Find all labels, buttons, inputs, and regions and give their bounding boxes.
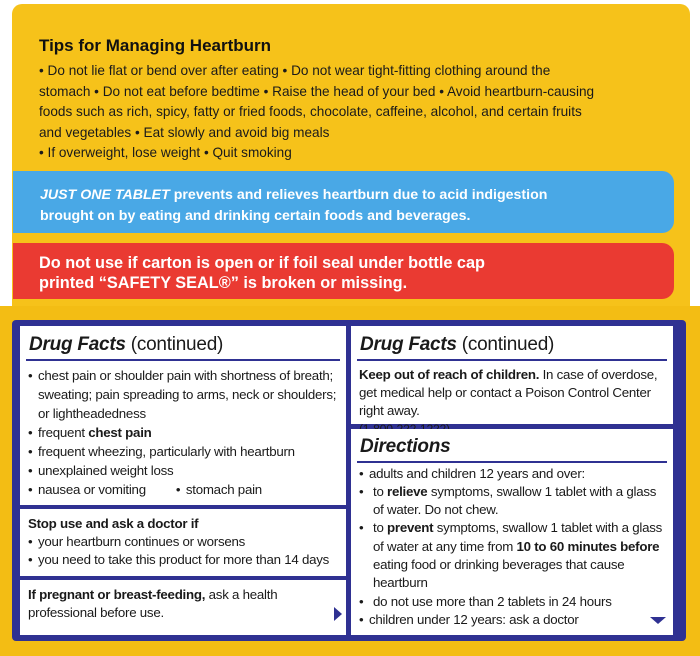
safety-seal-line-1: Do not use if carton is open or if foil seal under bottle cap [39, 254, 485, 272]
directions-heading: Directions [360, 436, 451, 457]
safety-seal-line-2: printed “SAFETY SEAL®” is broken or missing. [39, 274, 408, 292]
list-item: • you need to take this product for more than 14 days [28, 551, 338, 570]
tips-line-3: foods such as rich, spicy, fatty or fried foods, chocolate, caffeine, alcohol, and certain fruits [39, 104, 582, 119]
tips-line-2: stomach • Do not eat before bedtime • Raise the head of your bed • Avoid heartburn-causing [39, 83, 595, 99]
one-tablet-text-2: brought on by eating and drinking certain foods and beverages. [40, 208, 471, 224]
one-tablet-text-1: prevents and relieves heartburn due to acid indigestion [169, 187, 548, 203]
stop-use-title: Stop use and ask a doctor if [28, 515, 199, 531]
pregnancy-warning: If pregnant or breast-feeding, ask a health professional before use. [28, 586, 278, 620]
list-item: • to prevent symptoms, swallow 1 tablet with a glass of water at any time from 10 to 60 minutes before eating food or drinking beverages that cause heartburn [359, 519, 665, 592]
keep-out-of-reach: Keep out of reach of children. In case of overdose, get medical help or contact a Poison Control Center right away. [351, 361, 673, 438]
list-item: • nausea or vomiting • stomach pain [28, 480, 338, 499]
drug-facts-heading: Drug Facts (continued) [29, 334, 224, 355]
triangle-down-icon [650, 617, 666, 624]
drug-facts-heading: Drug Facts (continued) [360, 334, 555, 355]
list-item: • frequent wheezing, particularly with heartburn [28, 442, 338, 461]
directions-list [351, 463, 673, 630]
directions-panel [351, 429, 673, 635]
tips-line-4: and vegetables • Eat slowly and avoid big meals [39, 124, 330, 140]
tips-title: Tips for Managing Heartburn [39, 36, 272, 55]
list-item: • frequent chest pain [28, 423, 338, 442]
tips-line-5: • If overweight, lose weight • Quit smoking [39, 145, 292, 160]
list-item: • do not use more than 2 tablets in 24 hours [359, 593, 665, 611]
tips-list [39, 61, 639, 164]
tips-line-1: • Do not lie flat or bend over after eating • Do not wear tight-fitting clothing around the [39, 63, 551, 78]
safety-seal-warning [13, 243, 674, 299]
list-item: • unexplained weight loss [28, 461, 338, 480]
drug-facts-left-panel [20, 326, 346, 635]
list-item: • to relieve symptoms, swallow 1 tablet with a glass of water. Do not chew. [359, 483, 665, 520]
warning-symptom-list [20, 361, 346, 499]
list-item: • adults and children 12 years and over: [359, 465, 665, 483]
list-item: • chest pain or shoulder pain with shortness of breath; sweating; pain spreading to arms, neck or shoulders; or lightheadedness [28, 366, 338, 423]
one-tablet-banner [13, 171, 674, 233]
list-item: • children under 12 years: ask a doctor [359, 611, 665, 629]
stop-use-section [20, 509, 346, 570]
one-tablet-emphasis: JUST ONE TABLET [40, 187, 170, 203]
drug-facts-right-top-panel [351, 326, 673, 424]
list-item: • your heartburn continues or worsens [28, 533, 338, 552]
triangle-right-icon [334, 607, 342, 621]
